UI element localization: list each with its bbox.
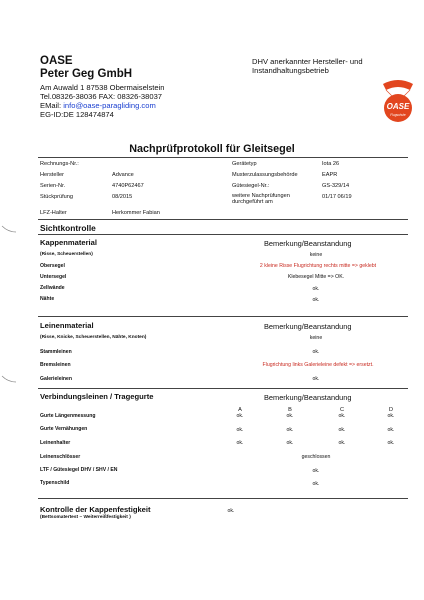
verbindung-row-typenschild: Typenschild — [40, 480, 70, 486]
verbindung-row-laengenmessung: Gurte Längenmessung — [40, 413, 96, 419]
divider — [38, 234, 408, 235]
verbindung-row-ltf: LTF / Gütesiegel DHV / SHV / EN — [40, 467, 118, 473]
fold-mark — [0, 222, 20, 236]
info-label-lfz-halter: LFZ-Halter — [40, 210, 67, 216]
kappen-row-untersegel: Untersegel — [40, 274, 67, 280]
section-title-kappenmaterial: Kappenmaterial — [40, 238, 97, 247]
info-label-stueckpruefung: Stückprüfung — [40, 194, 73, 200]
leinen-value-bremsleinen: Flugrichtung links Galerieleine defekt => ersetzt. — [262, 362, 374, 368]
email-label: EMail: — [40, 101, 64, 110]
info-label-rechnungs-nr: Rechnungs-Nr.: — [40, 161, 79, 167]
column-header-c: C — [339, 407, 345, 413]
verbindung-value-a: ok. — [236, 427, 244, 433]
section-title-kappenfestigkeit: Kontrolle der Kappenfestigkeit — [40, 505, 151, 514]
kappen-row-obersegel: Obersegel — [40, 263, 65, 269]
section-title-leinenmaterial: Leinenmaterial — [40, 321, 94, 330]
info-label-guetesiegel: Gütesiegel-Nr.: — [232, 183, 270, 189]
logo-glider-icon — [383, 80, 413, 90]
kappenfestigkeit-value: ok. — [227, 508, 235, 514]
info-value-stueckpruefung: 08/2015 — [112, 194, 133, 200]
verbindung-value-b: ok. — [286, 427, 294, 433]
verbindung-value-c: ok. — [338, 427, 346, 433]
verbindung-value-a: ok. — [236, 413, 244, 419]
verbindung-value-leinenschloesser: geschlossen — [301, 454, 331, 460]
leinen-value-stammleinen: ok. — [312, 349, 320, 355]
verbindung-value-d: ok. — [387, 413, 395, 419]
page-title: Nachprüfprotokoll für Gleitsegel — [129, 143, 295, 155]
info-value-guetesiegel: GS-329/14 — [322, 183, 350, 189]
company-address: Am Auwald 1 87538 Obermaiselstein — [40, 83, 165, 92]
divider — [38, 316, 408, 317]
kappen-value-naehte: ok. — [312, 297, 320, 303]
verbindung-row-leinenhalter: Leinenhalter — [40, 440, 71, 446]
verbindung-value-c: ok. — [338, 440, 346, 446]
company-owner: Peter Geg GmbH — [40, 68, 133, 80]
leinen-row-bremsleinen: Bremsleinen — [40, 362, 71, 368]
remark-header-verbindung: Bemerkung/Beanstandung — [264, 393, 352, 402]
verbindung-value-b: ok. — [286, 413, 294, 419]
fold-mark — [0, 372, 20, 386]
info-label-serien-nr: Serien-Nr. — [40, 183, 66, 189]
verbindung-row-vernaehungen: Gurte Vernähungen — [40, 426, 88, 432]
email-link[interactable]: info@oase-paragliding.com — [63, 101, 156, 110]
verbindung-value-typenschild: ok. — [312, 481, 320, 487]
company-phone-fax: Tel.08326-38036 FAX: 08326-38037 — [40, 92, 163, 101]
dhv-line-1: DHV anerkannter Hersteller- und — [252, 57, 363, 66]
column-header-d: D — [388, 407, 394, 413]
company-email-line — [40, 101, 156, 110]
section-title-sichtkontrolle: Sichtkontrolle — [40, 223, 96, 233]
info-value-musterzulassung: EAPR — [322, 172, 338, 178]
info-label-geraetetyp: Gerätetyp — [232, 161, 257, 167]
kappenfestigkeit-subtitle: (Bettsomatertest – Weiterreißfestigkeit ) — [40, 515, 131, 520]
leinen-value-galerieleinen: ok. — [312, 376, 320, 382]
logo-subtext: Flugschule — [390, 113, 406, 117]
info-label-hersteller: Hersteller — [40, 172, 64, 178]
logo-text: OASE — [386, 102, 410, 111]
info-value-nachpruefungen: 01/17 06/19 — [322, 194, 352, 200]
verbindung-value-d: ok. — [387, 440, 395, 446]
kappen-value-untersegel: Klebesegel Mitte => OK. — [287, 274, 345, 280]
leinen-subtitle-value: keine — [309, 335, 323, 341]
company-name: OASE — [40, 55, 73, 67]
info-label-durchgefuehrt: durchgeführt am — [232, 199, 273, 205]
kappen-subtitle: (Risse, Scheuerstellen) — [40, 252, 93, 257]
info-value-geraetetyp: Iota 26 — [322, 161, 340, 167]
verbindung-value-a: ok. — [236, 440, 244, 446]
divider — [38, 219, 408, 220]
oase-logo — [376, 78, 420, 124]
info-value-serien-nr: 4740P62467 — [112, 183, 144, 189]
kappen-row-zellwaende: Zellwände — [40, 285, 65, 291]
leinen-row-stammleinen: Stammleinen — [40, 349, 72, 355]
verbindung-value-b: ok. — [286, 440, 294, 446]
divider — [38, 388, 408, 389]
info-value-lfz-halter: Herkommer Fabian — [112, 210, 160, 216]
info-label-weitere-nachpruefungen: weitere Nachprüfungen — [232, 193, 290, 199]
verbindung-row-leinenschloesser: Leinenschlösser — [40, 454, 81, 460]
kappen-row-naehte: Nähte — [40, 296, 55, 302]
remark-header-kappen: Bemerkung/Beanstandung — [264, 239, 352, 248]
company-eg-id: EG-ID:DE 128474874 — [40, 110, 114, 119]
verbindung-value-d: ok. — [387, 427, 395, 433]
kappen-value-obersegel: 2 kleine Risse Flugrichtung rechts mitte => geklebt — [259, 263, 377, 269]
column-header-b: B — [288, 407, 292, 413]
info-value-hersteller: Advance — [112, 172, 134, 178]
section-title-verbindungsleinen: Verbindungsleinen / Tragegurte — [40, 392, 154, 401]
kappen-subtitle-value: keine — [309, 252, 323, 258]
column-header-a: A — [238, 407, 242, 413]
divider — [38, 498, 408, 499]
leinen-subtitle: (Risse, Knicke, Scheuerstellen, Nähte, Knoten) — [40, 335, 147, 340]
info-label-musterzulassung: Musterzulassungsbehörde — [232, 172, 298, 178]
kappen-value-zellwaende: ok. — [312, 286, 320, 292]
dhv-line-2: Instandhaltungsbetrieb — [252, 66, 329, 75]
verbindung-value-c: ok. — [338, 413, 346, 419]
leinen-row-galerieleinen: Galerieleinen — [40, 376, 72, 382]
verbindung-value-ltf: ok. — [312, 468, 320, 474]
remark-header-leinen: Bemerkung/Beanstandung — [264, 322, 352, 331]
divider — [38, 157, 408, 158]
